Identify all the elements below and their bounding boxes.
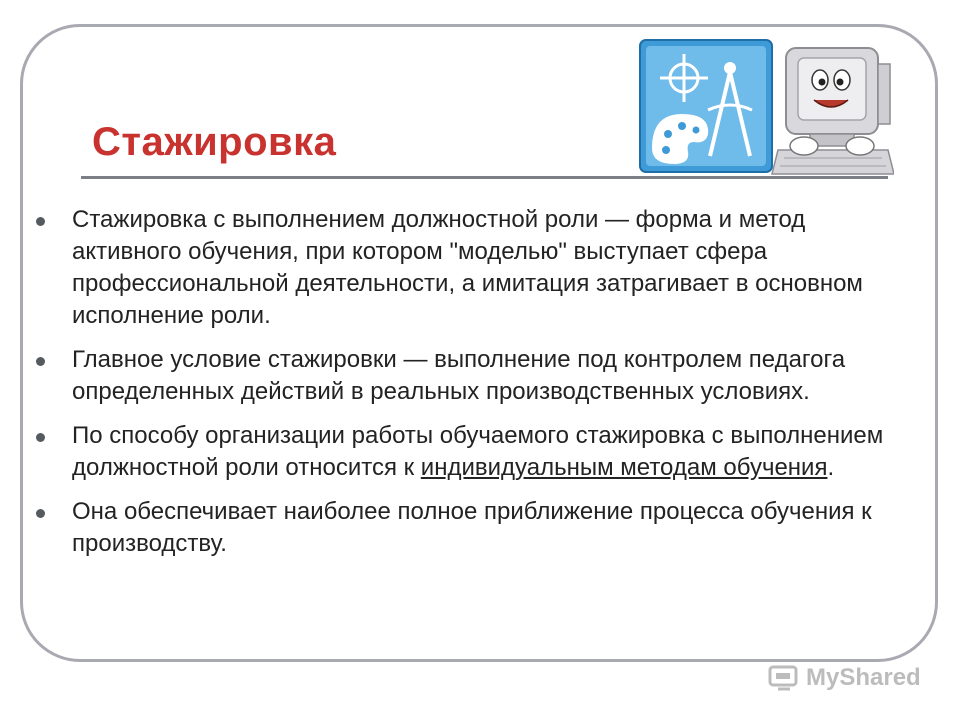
- bullet-item: [36, 344, 906, 408]
- bullet-item: [36, 496, 906, 560]
- slide-title: Стажировка: [92, 120, 337, 164]
- bullet-dot-icon: [36, 217, 45, 226]
- bullet-text: Она обеспечивает наиболее полное приближение процесса обучения к производству.: [72, 498, 872, 557]
- bullet-text-before: По способу организации работы обучаемого стажировка с выполнением должностной роли относится к: [72, 422, 884, 481]
- bullet-text: Стажировка с выполнением должностной роли — форма и метод активного обучения, при котором "моделью" выступает сфера профессиональной деятельности, а имитация затрагивает в основном исполнение роли.: [72, 206, 863, 329]
- bullet-text: Главное условие стажировки — выполнение под контролем педагога определенных действий в реальных производственных условиях.: [72, 346, 846, 405]
- myshared-watermark: [768, 658, 921, 698]
- bullet-item: [36, 420, 906, 484]
- title-divider: [81, 176, 888, 179]
- bullet-dot-icon: [36, 357, 45, 366]
- computer-mascot-clipart: [638, 38, 894, 180]
- bullet-dot-icon: [36, 433, 45, 442]
- watermark-text: MyShared: [806, 664, 921, 691]
- bullet-dot-icon: [36, 509, 45, 518]
- bullet-list: [36, 204, 906, 572]
- bullet-item: [36, 204, 906, 332]
- methods-link[interactable]: индивидуальным методам обучения: [420, 454, 828, 481]
- myshared-logo-icon: [768, 663, 802, 693]
- bullet-text-after: .: [827, 454, 835, 481]
